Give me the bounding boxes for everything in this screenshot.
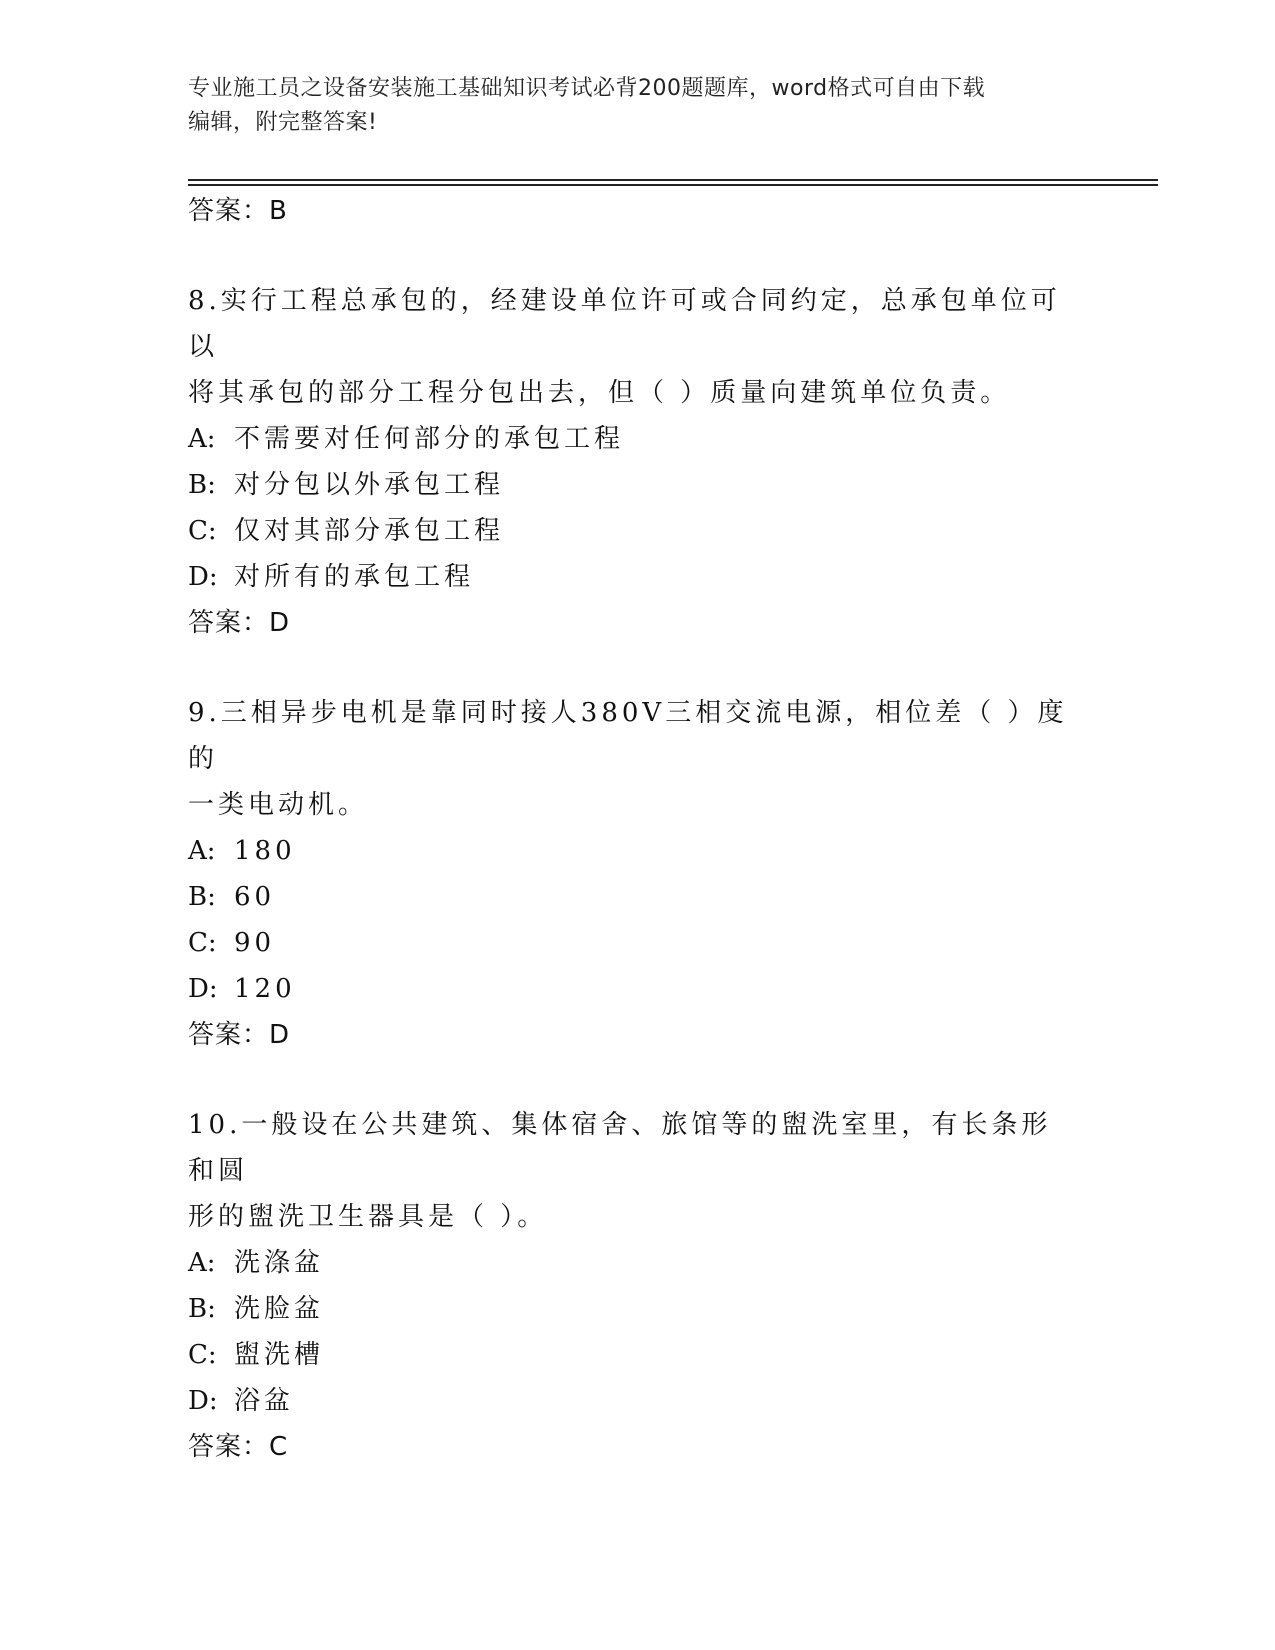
question-stem-line: 10.一般设在公共建筑、集体宿舍、旅馆等的盥洗室里，有长条形和圆 (188, 1110, 1052, 1186)
answer: 答案：D (188, 608, 291, 638)
header-divider-top (188, 179, 1158, 181)
option-b (188, 462, 1088, 508)
header-divider-bottom (188, 184, 1158, 186)
option-d (188, 1378, 1088, 1424)
option-a (188, 828, 1088, 874)
option-d (188, 554, 1088, 600)
option-text: 对分包以外承包工程 (234, 470, 505, 500)
option-d (188, 966, 1088, 1012)
option-key: B: (188, 1294, 216, 1324)
option-b (188, 1286, 1088, 1332)
option-c (188, 920, 1088, 966)
option-text: 盥洗槽 (234, 1340, 325, 1370)
option-key: B: (188, 470, 216, 500)
option-key: D: (188, 562, 218, 592)
header-line-2: 编辑，附完整答案! (188, 110, 378, 135)
question-stem (188, 1102, 1078, 1240)
option-b (188, 874, 1088, 920)
question-stem (188, 278, 1078, 416)
question-list (188, 188, 1088, 1470)
option-text: 浴盆 (234, 1386, 295, 1416)
option-text: 120 (234, 974, 296, 1004)
option-key: C: (188, 928, 217, 958)
option-a (188, 416, 1088, 462)
option-text: 60 (234, 882, 276, 912)
option-key: D: (188, 974, 218, 1004)
option-text: 仅对其部分承包工程 (234, 516, 505, 546)
header-line-1: 专业施工员之设备安装施工基础知识考试必背200题题库，word格式可自由下载 (188, 76, 986, 101)
question-stem-line: 8.实行工程总承包的，经建设单位许可或合同约定，总承包单位可以 (188, 286, 1061, 362)
option-key: C: (188, 1340, 217, 1370)
option-text: 洗涤盆 (234, 1248, 325, 1278)
option-key: B: (188, 882, 216, 912)
question-stem-line: 一类电动机。 (188, 790, 369, 820)
previous-answer: 答案：B (188, 196, 288, 226)
option-key: A: (188, 1248, 216, 1278)
question-stem-line: 9.三相异步电机是靠同时接人380V三相交流电源，相位差（ ）度的 (188, 698, 1068, 774)
answer: 答案：C (188, 1432, 289, 1462)
option-key: C: (188, 516, 217, 546)
option-key: D: (188, 1386, 218, 1416)
option-a (188, 1240, 1088, 1286)
answer: 答案：D (188, 1020, 291, 1050)
option-text: 不需要对任何部分的承包工程 (234, 424, 625, 454)
option-text: 洗脸盆 (234, 1294, 325, 1324)
option-key: A: (188, 424, 216, 454)
option-text: 90 (234, 928, 276, 958)
option-text: 对所有的承包工程 (234, 562, 475, 592)
question-10 (188, 1102, 1088, 1470)
option-c (188, 508, 1088, 554)
page-header (188, 72, 1068, 140)
option-text: 180 (234, 836, 296, 866)
question-stem (188, 690, 1078, 828)
question-8 (188, 278, 1088, 646)
option-c (188, 1332, 1088, 1378)
question-stem-line: 将其承包的部分工程分包出去，但（ ）质量向建筑单位负责。 (188, 378, 1011, 408)
option-key: A: (188, 836, 216, 866)
question-stem-line: 形的盥洗卫生器具是（ ）。 (188, 1202, 548, 1232)
question-9 (188, 690, 1088, 1058)
